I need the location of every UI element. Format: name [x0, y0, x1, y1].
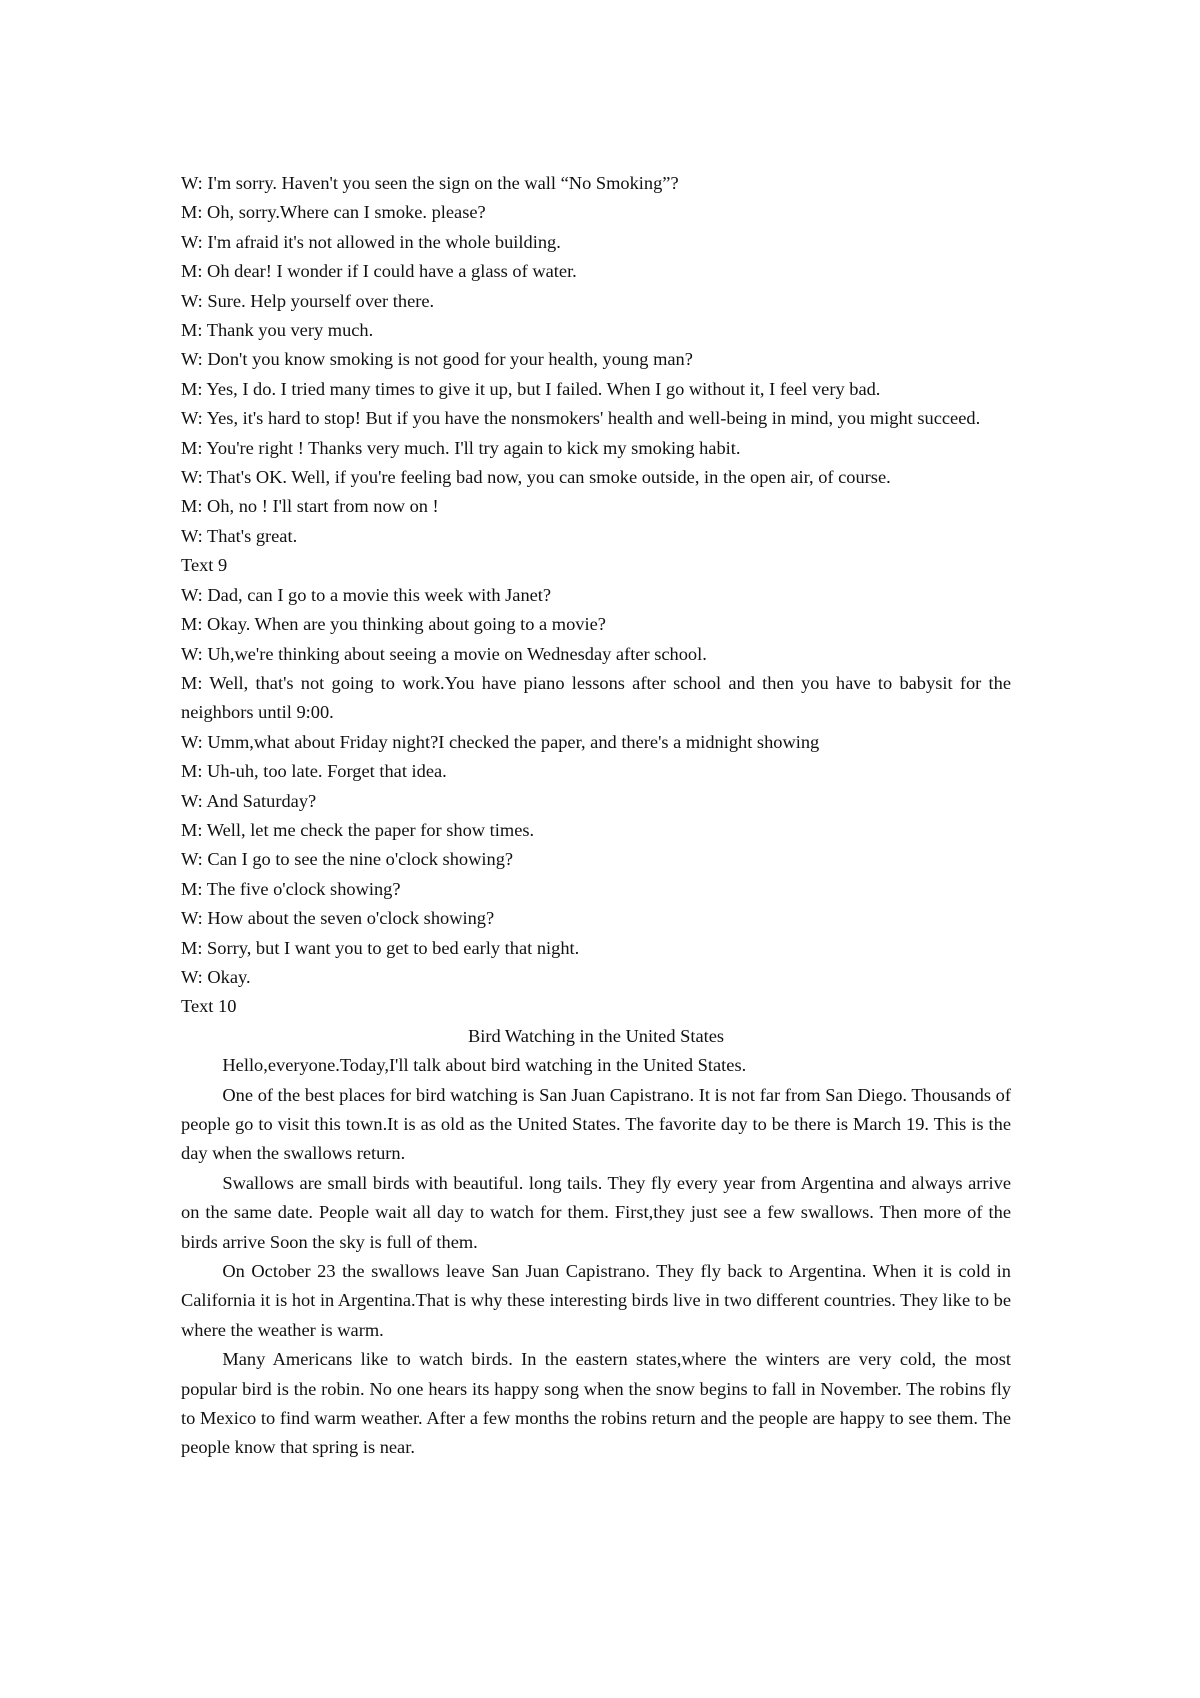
dialogue-line: W: Sure. Help yourself over there.: [181, 290, 435, 311]
passage-paragraph: Hello,everyone.Today,I'll talk about bird watching in the United States.: [222, 1055, 747, 1076]
dialogue-line: M: Yes, I do. I tried many times to give it up, but I failed. When I go without it, I feel very bad.: [181, 378, 881, 399]
dialogue-line: M: Okay. When are you thinking about going to a movie?: [181, 614, 606, 635]
dialogue-line: W: Umm,what about Friday night?I checked the paper, and there's a midnight showing: [181, 731, 820, 752]
dialogue-line: M: Well, that's not going to work.You have piano lessons after school and then you have to babysit for the neighbors until 9:00.: [181, 672, 1011, 723]
passage-paragraph: Many Americans like to watch birds. In the eastern states,where the winters are very cold, the most popular bird is the robin. No one hears its happy song when the snow begins to fall in November. The robins fly to Mexico to find warm weather. After a few months the robins return and the people are happy to see them. The people know that spring is near.: [181, 1349, 1011, 1458]
dialogue-line: M: Thank you very much.: [181, 320, 374, 341]
passage-paragraph: One of the best places for bird watching is San Juan Capistrano. It is not far from San Diego. Thousands of people go to visit this town.It is as old as the United States. The favorite day to be there is March 19. This is the day when the swallows return.: [181, 1084, 1011, 1164]
dialogue-line: W: Uh,we're thinking about seeing a movie on Wednesday after school.: [181, 643, 707, 664]
passage-title: Bird Watching in the United States: [467, 1025, 725, 1046]
text-9-section: [181, 551, 1011, 992]
dialogue-line: M: Uh-uh, too late. Forget that idea.: [181, 761, 447, 782]
dialogue-line: M: Oh, no ! I'll start from now on !: [181, 496, 439, 517]
dialogue-line: W: That's OK. Well, if you're feeling bad now, you can smoke outside, in the open air, of course.: [181, 467, 891, 488]
section-heading: Text 9: [181, 555, 228, 576]
dialogue-line: W: Don't you know smoking is not good for your health, young man?: [181, 349, 693, 370]
section-heading: Text 10: [181, 996, 237, 1017]
text-10-section: [181, 992, 1011, 1463]
dialogue-line: W: And Saturday?: [181, 790, 317, 811]
dialogue-line: W: Can I go to see the nine o'clock showing?: [181, 849, 514, 870]
dialogue-line: W: Dad, can I go to a movie this week with Janet?: [181, 584, 552, 605]
dialogue-line: W: I'm afraid it's not allowed in the whole building.: [181, 231, 561, 252]
dialogue-text-8-end: [181, 169, 1011, 551]
dialogue-line: W: That's great.: [181, 525, 298, 546]
passage-paragraph: On October 23 the swallows leave San Juan Capistrano. They fly back to Argentina. When it is cold in California it is hot in Argentina.That is why these interesting birds live in two different countries. They like to be where the weather is warm.: [181, 1261, 1011, 1340]
dialogue-line: M: Sorry, but I want you to get to bed early that night.: [181, 937, 580, 958]
document-page: [181, 169, 1011, 1463]
dialogue-line: W: Okay.: [181, 966, 251, 987]
dialogue-line: W: Yes, it's hard to stop! But if you have the nonsmokers' health and well-being in mind, you might succeed.: [181, 408, 981, 429]
dialogue-line: W: How about the seven o'clock showing?: [181, 908, 495, 929]
passage-paragraph: Swallows are small birds with beautiful. long tails. They fly every year from Argentina and always arrive on the same date. People wait all day to watch for them. First,they just see a few swallows. Then more of the birds arrive Soon the sky is full of them.: [181, 1172, 1011, 1252]
dialogue-line: W: I'm sorry. Haven't you seen the sign on the wall “No Smoking”?: [181, 173, 679, 193]
dialogue-line: M: Oh, sorry.Where can I smoke. please?: [181, 202, 486, 223]
dialogue-line: M: Well, let me check the paper for show times.: [181, 819, 535, 840]
dialogue-line: M: The five o'clock showing?: [181, 878, 401, 899]
dialogue-line: M: You're right ! Thanks very much. I'll try again to kick my smoking habit.: [181, 437, 741, 458]
dialogue-line: M: Oh dear! I wonder if I could have a glass of water.: [181, 261, 577, 282]
